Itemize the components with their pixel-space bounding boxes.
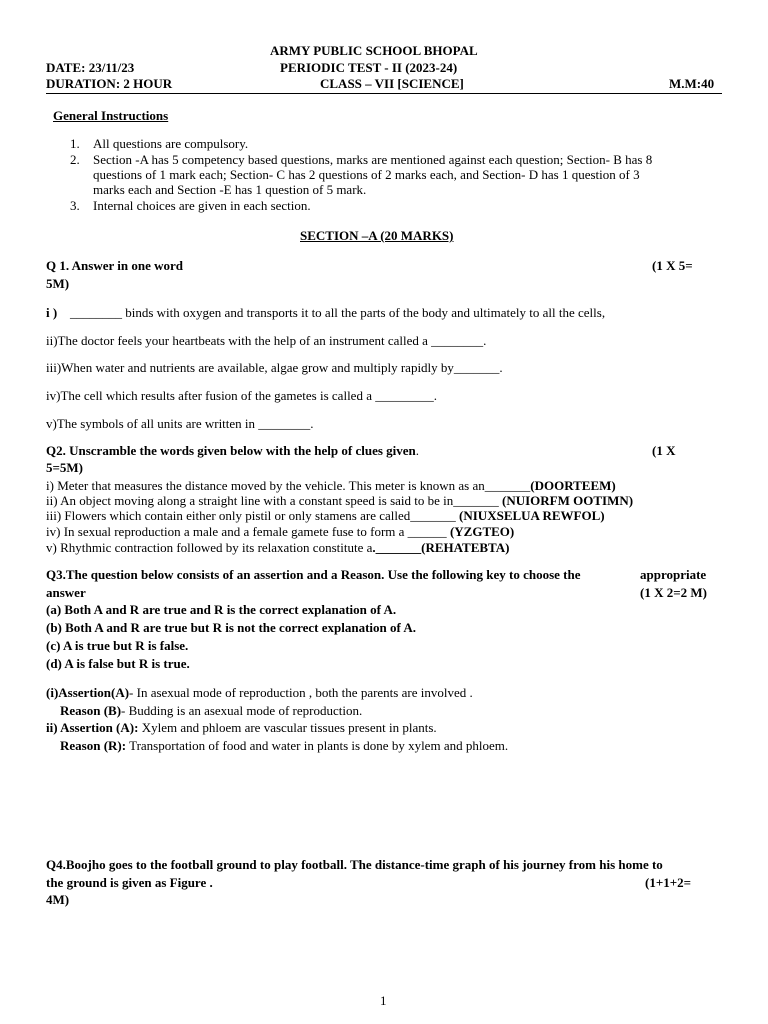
q2-scrambled-word: ._______(REHATEBTA) [372,540,510,555]
q1-marks-cont: 5M) [46,276,70,291]
q3-option: (a) Both A and R are true and R is the correct explanation of A. [46,602,397,617]
q1-heading: Q 1. Answer in one word [46,258,183,273]
instruction-text: Internal choices are given in each section. [93,198,311,213]
q2-heading: Q2. Unscramble the words given below with the help of clues given [46,443,416,458]
q3-heading-cont: appropriate [640,567,707,582]
q2-scrambled-word: (NIUXSELUA REWFOL) [459,508,605,523]
q1-item: v)The symbols of all units are written in ________. [46,416,314,431]
q3-reason [60,738,508,754]
section-a-title: SECTION –A (20 MARKS) [300,228,454,243]
q1-item: iii)When water and nutrients are available, algae grow and multiply rapidly by_______. [46,360,503,375]
class-subject: CLASS – VII [SCIENCE] [320,76,464,91]
q3-heading: Q3.The question below consists of an assertion and a Reason. Use the following key to choose the [46,567,581,582]
assertion-label: ii) Assertion (A): [46,720,139,735]
q2-item [46,540,509,556]
q4-text: the ground is given as Figure . [46,875,213,890]
q2-item [46,508,605,524]
q2-item [46,478,616,494]
header-divider [46,93,722,94]
page-number: 1 [380,993,387,1008]
q3-heading-cont: answer [46,585,86,600]
reason-label: Reason (B) [60,703,122,718]
q1-item: ________ binds with oxygen and transports it to all the parts of the body and ultimately to all the cells, [70,305,606,320]
instructions-title: General Instructions [53,108,169,123]
q2-scrambled-word: (YZGTEO) [449,524,515,539]
q2-heading-period: . [415,443,420,458]
q1-marks: (1 X 5= [652,258,693,273]
q4-marks: (1+1+2= [645,875,692,890]
instruction-number: 3. [70,198,80,213]
exam-date: DATE: 23/11/23 [46,60,135,75]
q2-clue: iii) Flowers which contain either only pistil or only stamens are called_______ [46,508,460,523]
q2-marks: (1 X [652,443,676,458]
assertion-label: (i)Assertion(A) [46,685,130,700]
q4-marks-cont: 4M) [46,892,70,907]
q2-scrambled-word: (NUIORFM OOTIMN) [502,493,634,508]
q2-item [46,524,514,540]
q2-clue: iv) In sexual reproduction a male and a female gamete fuse to form a ______ [46,524,450,539]
reason-text: - Budding is an asexual mode of reproduction. [121,703,363,718]
instruction-text: marks each and Section -E has 1 question of 5 mark. [93,182,367,197]
q2-clue: v) Rhythmic contraction followed by its relaxation constitute a [46,540,373,555]
q2-clue: ii) An object moving along a straight line with a constant speed is said to be in_______ [46,493,503,508]
q3-assertion [46,685,473,701]
q3-marks: (1 X 2=2 M) [640,585,707,600]
q1-item-number: i ) [46,305,58,320]
q3-option: (c) A is true but R is false. [46,638,189,653]
q1-item: iv)The cell which results after fusion of the gametes is called a _________. [46,388,437,403]
assertion-text: - In asexual mode of reproduction , both the parents are involved . [129,685,473,700]
reason-text: Transportation of food and water in plants is done by xylem and phloem. [126,738,509,753]
school-name: ARMY PUBLIC SCHOOL BHOPAL [270,43,478,58]
q1-item: ii)The doctor feels your heartbeats with the help of an instrument called a ________. [46,333,487,348]
q3-option: (d) A is false but R is true. [46,656,190,671]
q3-option: (b) Both A and R are true but R is not the correct explanation of A. [46,620,417,635]
q2-marks-cont: 5=5M) [46,460,84,475]
q2-clue: i) Meter that measures the distance moved by the vehicle. This meter is known as an_______ [46,478,531,493]
q3-assertion [46,720,437,736]
reason-label: Reason (R): [60,738,127,753]
maximum-marks: M.M:40 [669,76,715,91]
q4-text: Q4.Boojho goes to the football ground to play football. The distance-time graph of his journey from his home to [46,857,663,872]
q2-scrambled-word: (DOORTEEM) [530,478,616,493]
instruction-number: 2. [70,152,80,167]
instruction-text: Section -A has 5 competency based questions, marks are mentioned against each question; Section- B has 8 [93,152,653,167]
exam-duration: DURATION: 2 HOUR [46,76,173,91]
instruction-text: questions of 1 mark each; Section- C has 2 questions of 2 marks each, and Section- D has 1 question of 3 [93,167,640,182]
instruction-number: 1. [70,136,80,151]
test-name: PERIODIC TEST - II (2023-24) [280,60,458,75]
q2-item [46,493,633,509]
instruction-text: All questions are compulsory. [93,136,249,151]
assertion-text: Xylem and phloem are vascular tissues present in plants. [138,720,437,735]
q3-reason [60,703,362,719]
